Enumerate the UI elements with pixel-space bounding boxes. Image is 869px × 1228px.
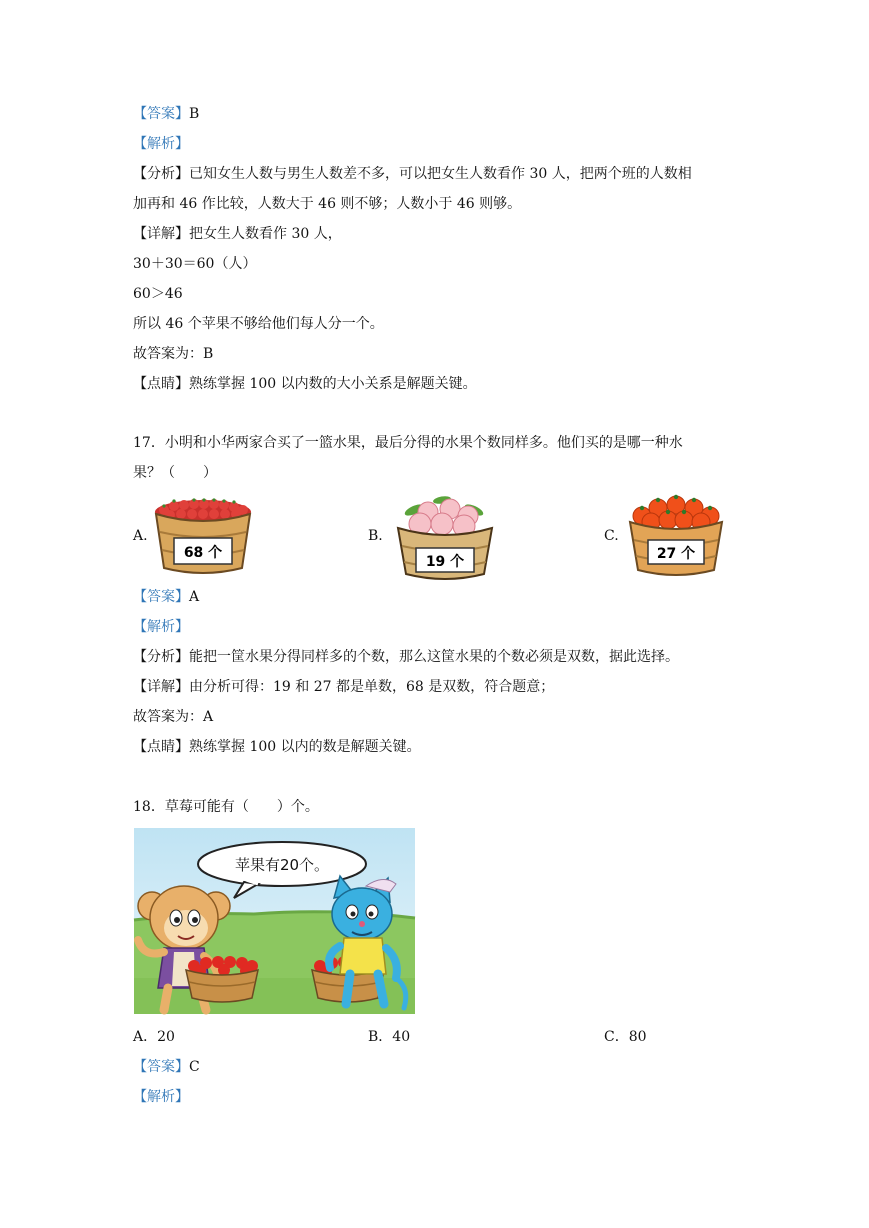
compare-line: 60＞46	[133, 286, 183, 302]
dianjing-text: 熟练掌握 100 以内的数是解题关键。	[189, 739, 421, 755]
option-b: B．40	[368, 1029, 411, 1045]
xiangjie-text: 由分析可得：19 和 27 都是单数，68 是双数，符合题意；	[189, 679, 555, 695]
tomato-basket-image	[626, 492, 726, 576]
dianjing-line	[133, 737, 421, 757]
answer-value: B	[189, 106, 200, 122]
answer-line	[133, 104, 199, 124]
answer-value: C	[189, 1059, 200, 1075]
question-17-stem: 17．小明和小华两家合买了一篮水果，最后分得的水果个数同样多。他们买的是哪一种水	[133, 435, 683, 451]
option-b-letter: B.	[368, 528, 383, 544]
dianjing-tag: 【点睛】	[133, 739, 189, 755]
answer-value: A	[189, 589, 200, 605]
final-answer-line: 故答案为：B	[133, 346, 214, 362]
xiangjie-text: 把女生人数看作 30 人，	[189, 226, 342, 242]
option-b-label: 19 个	[425, 554, 465, 570]
answer-tag: 【答案】	[133, 1059, 189, 1075]
fenxi-line	[133, 647, 679, 667]
fenxi-text: 能把一筐水果分得同样多的个数，那么这筐水果的个数必须是双数，据此选择。	[189, 649, 679, 665]
peach-icon	[403, 495, 485, 537]
dianjing-line	[133, 374, 477, 394]
final-answer-line: 故答案为：A	[133, 709, 214, 725]
fenxi-line	[133, 164, 692, 184]
analysis-tag: 【解析】	[133, 1089, 189, 1105]
answer-line	[133, 1057, 200, 1077]
strawberry-basket-image	[150, 492, 256, 576]
analysis-tag: 【解析】	[133, 619, 189, 635]
xiangjie-tag: 【详解】	[133, 226, 189, 242]
analysis-tag: 【解析】	[133, 136, 189, 152]
xiangjie-tag: 【详解】	[133, 679, 189, 695]
option-a-letter: A.	[133, 528, 148, 544]
conclusion-line: 所以 46 个苹果不够给他们每人分一个。	[133, 316, 384, 332]
apple-basket-left	[186, 956, 258, 1002]
fenxi-text-cont: 加再和 46 作比较，人数大于 46 则不够；人数小于 46 则够。	[133, 196, 522, 212]
question-17-stem-cont: 果？（ ）	[133, 465, 217, 481]
question-18-stem: 18．草莓可能有（ ）个。	[133, 799, 319, 815]
option-c-letter: C.	[604, 528, 619, 544]
dianjing-text: 熟练掌握 100 以内数的大小关系是解题关键。	[189, 376, 477, 392]
option-c: C．80	[604, 1029, 647, 1045]
option-a-label: 68 个	[183, 545, 223, 561]
option-a: A．20	[133, 1029, 175, 1045]
answer-tag: 【答案】	[133, 106, 189, 122]
answer-tag: 【答案】	[133, 589, 189, 605]
option-c-label: 27 个	[656, 546, 696, 562]
speech-text: 苹果有20个。	[234, 856, 330, 874]
xiangjie-line	[133, 224, 342, 244]
answer-line	[133, 587, 199, 607]
fenxi-tag: 【分析】	[133, 649, 189, 665]
fenxi-tag: 【分析】	[133, 166, 189, 182]
dianjing-tag: 【点睛】	[133, 376, 189, 392]
xiangjie-line	[133, 677, 554, 697]
peach-basket-image	[392, 492, 498, 580]
calc-line: 30＋30＝60（人）	[133, 256, 257, 272]
fenxi-text: 已知女生人数与男生人数差不多，可以把女生人数看作 30 人，把两个班的人数相	[189, 166, 692, 182]
monkey-cat-illustration	[134, 828, 415, 1014]
